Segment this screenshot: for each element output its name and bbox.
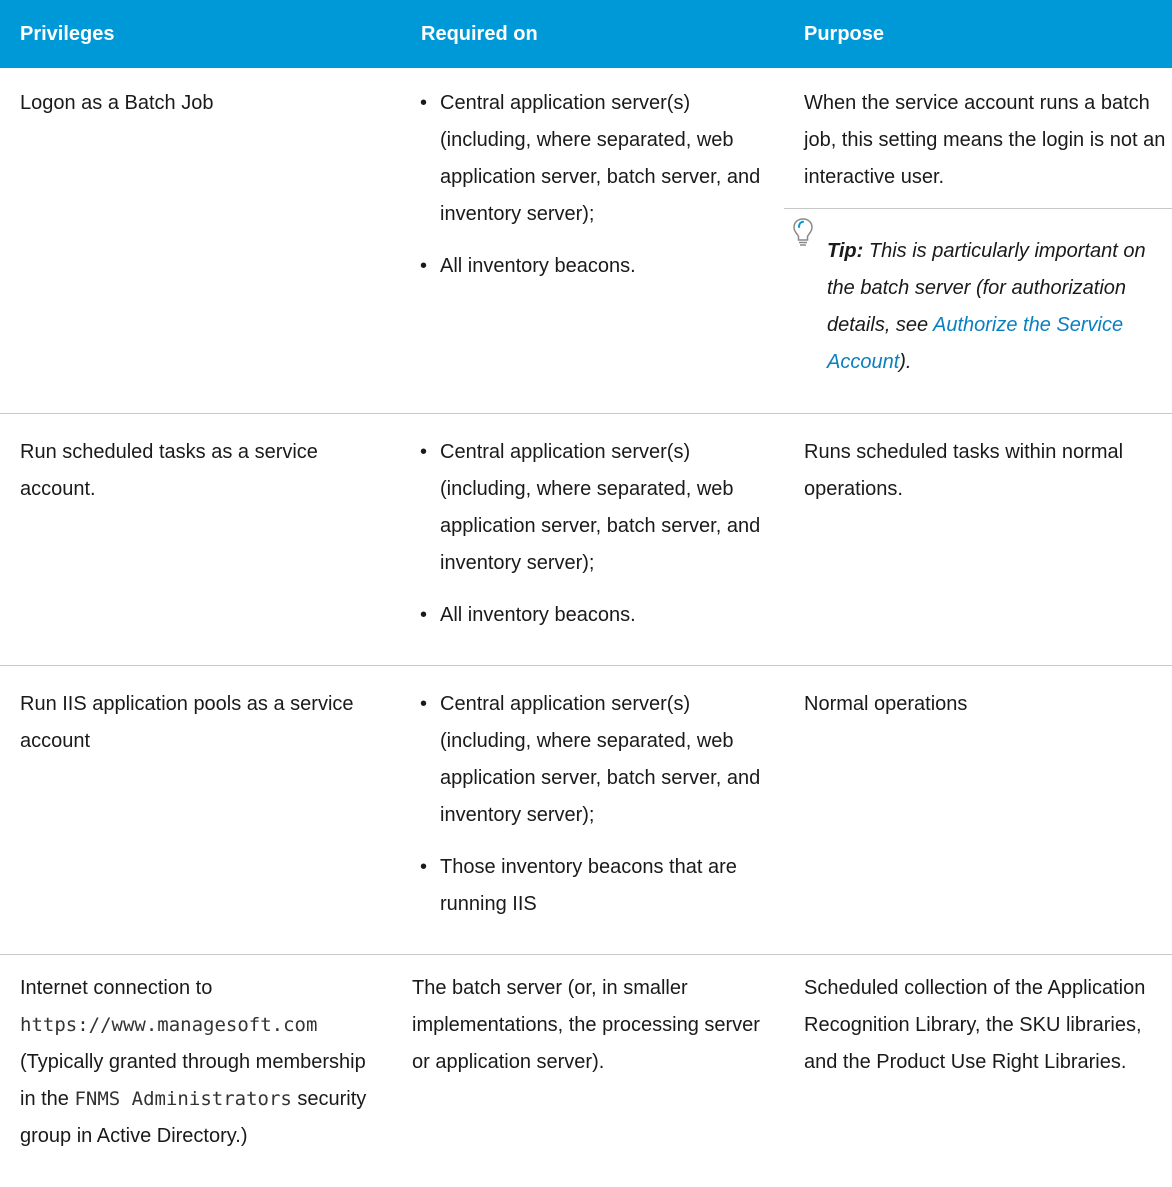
list-item: • Central application server(s) (including, where separated, web application server, batch server, and inventory server); [412,85,774,233]
required-on-cell [392,686,784,923]
managesoft-url: https://www.managesoft.com [20,1014,318,1036]
header-required-on: Required on [421,23,538,45]
privilege-cell [0,970,392,1155]
privilege-cell: Run scheduled tasks as a service account. [20,441,318,500]
required-on-cell [392,434,784,634]
bullet-icon: • [420,92,428,114]
required-on-list [412,85,774,285]
bullet-icon: • [420,255,428,277]
privilege-prefix: Internet connection to [20,977,213,999]
bullet-icon: • [420,441,428,463]
list-item: • Central application server(s) (including, where separated, web application server, batch server, and inventory server); [412,434,774,582]
list-item: • Central application server(s) (including, where separated, web application server, batch server, and inventory server); [412,686,774,834]
privilege-mid: (Typically granted through membership in the [20,1051,366,1110]
required-on-list [412,434,774,634]
privilege-cell: Run IIS application pools as a service account [20,693,354,752]
bullet-icon: • [420,856,428,878]
list-item: • Those inventory beacons that are running IIS [412,849,774,923]
tip-label: Tip: [827,240,864,262]
purpose-cell: Normal operations [804,693,968,715]
purpose-cell [784,85,1172,381]
tip-text: This is particularly important on the batch server (for authorization details, see [827,240,1146,336]
tip-note [784,208,1172,381]
purpose-text: When the service account runs a batch job, this setting means the login is not an interactive user. [804,92,1166,188]
bullet-icon: • [420,604,428,626]
table-row [0,955,1172,1175]
purpose-cell: Runs scheduled tasks within normal operations. [804,441,1124,500]
required-on-cell [392,85,784,381]
table-header [0,0,1172,68]
list-item: • All inventory beacons. [412,248,774,285]
table-row [0,666,1172,955]
header-privileges: Privileges [20,23,115,45]
header-purpose: Purpose [804,23,885,45]
security-group-name: FNMS Administrators [74,1088,292,1110]
required-on-list [412,686,774,923]
table-row [0,68,1172,414]
authorize-service-account-link[interactable]: Authorize the Service Account [827,314,1124,373]
tip-suffix: ). [899,351,912,373]
bullet-icon: • [420,693,428,715]
lightbulb-icon [792,217,814,249]
table-row [0,414,1172,666]
privilege-suffix: security group in Active Directory.) [20,1088,367,1147]
required-on-cell: The batch server (or, in smaller implementations, the processing server or application server). [412,977,760,1073]
purpose-cell: Scheduled collection of the Application Recognition Library, the SKU libraries, and the Product Use Right Libraries. [804,977,1146,1073]
list-item: • All inventory beacons. [412,597,774,634]
privilege-cell: Logon as a Batch Job [20,92,214,114]
